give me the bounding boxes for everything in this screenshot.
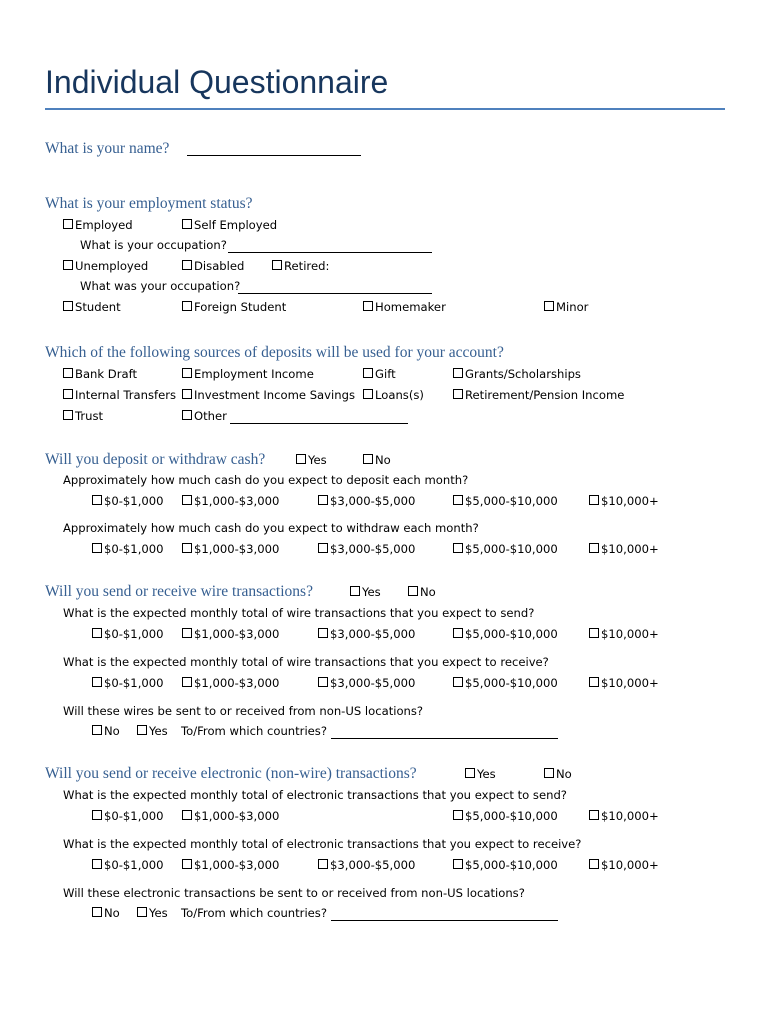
electronic-question: Will you send or receive electronic (non-wire) transactions? xyxy=(45,765,417,782)
bank-draft-checkbox[interactable] xyxy=(63,368,73,378)
cash-deposit-amount-2[interactable]: $1,000-$3,000 xyxy=(182,494,279,508)
cash-deposit-amount-3[interactable]: $3,000-$5,000 xyxy=(318,494,415,508)
wire-receive-amount-4[interactable]: $5,000-$10,000 xyxy=(453,676,558,690)
checkbox[interactable] xyxy=(182,628,192,638)
checkbox[interactable] xyxy=(92,628,102,638)
electronic-no-option[interactable]: No xyxy=(544,767,572,781)
grants-checkbox[interactable] xyxy=(453,368,463,378)
wire-countries-label: To/From which countries? xyxy=(181,724,328,738)
electronic-send-amount-2[interactable]: $1,000-$3,000 xyxy=(182,809,279,823)
trust-option[interactable]: Trust xyxy=(63,409,103,423)
wire-receive-question: What is the expected monthly total of wire transactions that you expect to receive? xyxy=(63,655,549,669)
wire-countries-input-line[interactable] xyxy=(331,738,558,739)
homemaker-option[interactable]: Homemaker xyxy=(363,300,446,314)
other-checkbox[interactable] xyxy=(182,410,192,420)
loans-checkbox[interactable] xyxy=(363,389,373,399)
checkbox[interactable] xyxy=(182,859,192,869)
wire-yes-option[interactable]: Yes xyxy=(350,585,381,599)
occupation-input-line[interactable] xyxy=(228,252,432,253)
electronic-nonus-question: Will these electronic transactions be sent to or received from non-US locations? xyxy=(63,886,525,900)
checkbox[interactable] xyxy=(182,495,192,505)
checkbox[interactable] xyxy=(453,859,463,869)
wire-nonus-yes-option[interactable]: Yes xyxy=(137,724,168,738)
deposit-sources-question: Which of the following sources of deposits will be used for your account? xyxy=(45,344,504,361)
checkbox[interactable] xyxy=(453,810,463,820)
disabled-option[interactable]: Disabled xyxy=(182,259,244,273)
checkbox[interactable] xyxy=(318,543,328,553)
gift-option[interactable]: Gift xyxy=(363,367,396,381)
wire-send-question: What is the expected monthly total of wire transactions that you expect to send? xyxy=(63,606,535,620)
checkbox[interactable] xyxy=(92,677,102,687)
unemployed-option[interactable]: Unemployed xyxy=(63,259,148,273)
checkbox[interactable] xyxy=(92,543,102,553)
unemployed-checkbox[interactable] xyxy=(63,260,73,270)
cash-withdraw-amount-4[interactable]: $5,000-$10,000 xyxy=(453,542,558,556)
electronic-yes-option[interactable]: Yes xyxy=(465,767,496,781)
wire-receive-amount-2[interactable]: $1,000-$3,000 xyxy=(182,676,279,690)
cash-yes-option[interactable]: Yes xyxy=(296,453,327,467)
homemaker-checkbox[interactable] xyxy=(363,301,373,311)
electronic-receive-amount-5[interactable]: $10,000+ xyxy=(589,858,659,872)
electronic-countries-label: To/From which countries? xyxy=(181,906,328,920)
foreign-student-option[interactable]: Foreign Student xyxy=(182,300,286,314)
checkbox[interactable] xyxy=(92,495,102,505)
student-option[interactable]: Student xyxy=(63,300,121,314)
cash-question: Will you deposit or withdraw cash? xyxy=(45,451,266,468)
electronic-receive-amount-2[interactable]: $1,000-$3,000 xyxy=(182,858,279,872)
wire-question: Will you send or receive wire transactions? xyxy=(45,583,313,600)
internal-transfers-option[interactable]: Internal Transfers xyxy=(63,388,176,402)
other-input-line[interactable] xyxy=(230,423,408,424)
wire-send-amount-3[interactable]: $3,000-$5,000 xyxy=(318,627,415,641)
electronic-countries-input-line[interactable] xyxy=(331,920,558,921)
wire-receive-amount-1[interactable]: $0-$1,000 xyxy=(92,676,164,690)
name-question: What is your name? xyxy=(45,140,170,157)
checkbox[interactable] xyxy=(589,495,599,505)
other-option[interactable]: Other xyxy=(182,409,227,423)
checkbox[interactable] xyxy=(318,677,328,687)
bank-draft-option[interactable]: Bank Draft xyxy=(63,367,137,381)
electronic-send-amount-1[interactable]: $0-$1,000 xyxy=(92,809,164,823)
checkbox[interactable] xyxy=(92,810,102,820)
electronic-receive-question: What is the expected monthly total of electronic transactions that you expect to receive? xyxy=(63,837,582,851)
page-title: Individual Questionnaire xyxy=(45,64,389,100)
employment-income-checkbox[interactable] xyxy=(182,368,192,378)
wire-no-checkbox[interactable] xyxy=(408,586,418,596)
foreign-student-checkbox[interactable] xyxy=(182,301,192,311)
electronic-yes-checkbox[interactable] xyxy=(465,768,475,778)
employed-checkbox[interactable] xyxy=(63,219,73,229)
electronic-send-amount-5[interactable]: $10,000+ xyxy=(589,809,659,823)
wire-nonus-no-option[interactable]: No xyxy=(92,724,120,738)
investment-income-checkbox[interactable] xyxy=(182,389,192,399)
minor-option[interactable]: Minor xyxy=(544,300,588,314)
cash-yes-checkbox[interactable] xyxy=(296,454,306,464)
checkbox[interactable] xyxy=(589,543,599,553)
internal-transfers-checkbox[interactable] xyxy=(63,389,73,399)
cash-deposit-amount-5[interactable]: $10,000+ xyxy=(589,494,659,508)
self-employed-option[interactable]: Self Employed xyxy=(182,218,277,232)
wire-no-option[interactable]: No xyxy=(408,585,436,599)
wire-send-amount-4[interactable]: $5,000-$10,000 xyxy=(453,627,558,641)
cash-withdraw-amount-2[interactable]: $1,000-$3,000 xyxy=(182,542,279,556)
wire-nonus-question: Will these wires be sent to or received from non-US locations? xyxy=(63,704,424,718)
cash-no-checkbox[interactable] xyxy=(363,454,373,464)
cash-withdraw-amount-3[interactable]: $3,000-$5,000 xyxy=(318,542,415,556)
checkbox[interactable] xyxy=(182,677,192,687)
previous-occupation-question: What was your occupation? xyxy=(80,279,241,293)
disabled-checkbox[interactable] xyxy=(182,260,192,270)
student-checkbox[interactable] xyxy=(63,301,73,311)
wire-send-amount-1[interactable]: $0-$1,000 xyxy=(92,627,164,641)
electronic-send-question: What is the expected monthly total of electronic transactions that you expect to send? xyxy=(63,788,567,802)
electronic-no-checkbox[interactable] xyxy=(544,768,554,778)
electronic-send-amount-4[interactable]: $5,000-$10,000 xyxy=(453,809,558,823)
loans-option[interactable]: Loans(s) xyxy=(363,388,424,402)
investment-income-option[interactable]: Investment Income Savings xyxy=(182,388,355,402)
retired-checkbox[interactable] xyxy=(272,260,282,270)
occupation-question: What is your occupation? xyxy=(80,238,227,252)
employment-income-option[interactable]: Employment Income xyxy=(182,367,314,381)
name-input-line[interactable] xyxy=(187,155,361,156)
employed-option[interactable]: Employed xyxy=(63,218,133,232)
checkbox[interactable] xyxy=(589,628,599,638)
checkbox[interactable] xyxy=(182,810,192,820)
cash-withdraw-amount-5[interactable]: $10,000+ xyxy=(589,542,659,556)
checkbox[interactable] xyxy=(453,543,463,553)
electronic-nonus-no-option[interactable]: No xyxy=(92,906,120,920)
wire-nonus-yes-checkbox[interactable] xyxy=(137,725,147,735)
electronic-nonus-no-checkbox[interactable] xyxy=(92,907,102,917)
cash-deposit-amount-4[interactable]: $5,000-$10,000 xyxy=(453,494,558,508)
electronic-nonus-yes-option[interactable]: Yes xyxy=(137,906,168,920)
checkbox[interactable] xyxy=(182,543,192,553)
checkbox[interactable] xyxy=(318,859,328,869)
previous-occupation-input-line[interactable] xyxy=(238,293,432,294)
self-employed-checkbox[interactable] xyxy=(182,219,192,229)
cash-no-option[interactable]: No xyxy=(363,453,391,467)
checkbox[interactable] xyxy=(589,677,599,687)
checkbox[interactable] xyxy=(453,677,463,687)
retirement-checkbox[interactable] xyxy=(453,389,463,399)
checkbox[interactable] xyxy=(318,628,328,638)
electronic-nonus-yes-checkbox[interactable] xyxy=(137,907,147,917)
wire-yes-checkbox[interactable] xyxy=(350,586,360,596)
electronic-receive-amount-1[interactable]: $0-$1,000 xyxy=(92,858,164,872)
checkbox[interactable] xyxy=(589,810,599,820)
wire-nonus-no-checkbox[interactable] xyxy=(92,725,102,735)
electronic-receive-amount-3[interactable]: $3,000-$5,000 xyxy=(318,858,415,872)
title-divider xyxy=(45,108,725,110)
electronic-receive-amount-4[interactable]: $5,000-$10,000 xyxy=(453,858,558,872)
gift-checkbox[interactable] xyxy=(363,368,373,378)
retired-option[interactable]: Retired: xyxy=(272,259,329,273)
checkbox[interactable] xyxy=(92,859,102,869)
grants-option[interactable]: Grants/Scholarships xyxy=(453,367,581,381)
checkbox[interactable] xyxy=(453,495,463,505)
cash-withdraw-question: Approximately how much cash do you expect to withdraw each month? xyxy=(63,521,479,535)
checkbox[interactable] xyxy=(318,495,328,505)
wire-receive-amount-3[interactable]: $3,000-$5,000 xyxy=(318,676,415,690)
cash-withdraw-amount-1[interactable]: $0-$1,000 xyxy=(92,542,164,556)
trust-checkbox[interactable] xyxy=(63,410,73,420)
cash-deposit-question: Approximately how much cash do you expect to deposit each month? xyxy=(63,473,469,487)
cash-deposit-amount-1[interactable]: $0-$1,000 xyxy=(92,494,164,508)
wire-send-amount-5[interactable]: $10,000+ xyxy=(589,627,659,641)
employment-question: What is your employment status? xyxy=(45,195,253,212)
checkbox[interactable] xyxy=(589,859,599,869)
wire-send-amount-2[interactable]: $1,000-$3,000 xyxy=(182,627,279,641)
checkbox[interactable] xyxy=(453,628,463,638)
retirement-option[interactable]: Retirement/Pension Income xyxy=(453,388,624,402)
minor-checkbox[interactable] xyxy=(544,301,554,311)
wire-receive-amount-5[interactable]: $10,000+ xyxy=(589,676,659,690)
